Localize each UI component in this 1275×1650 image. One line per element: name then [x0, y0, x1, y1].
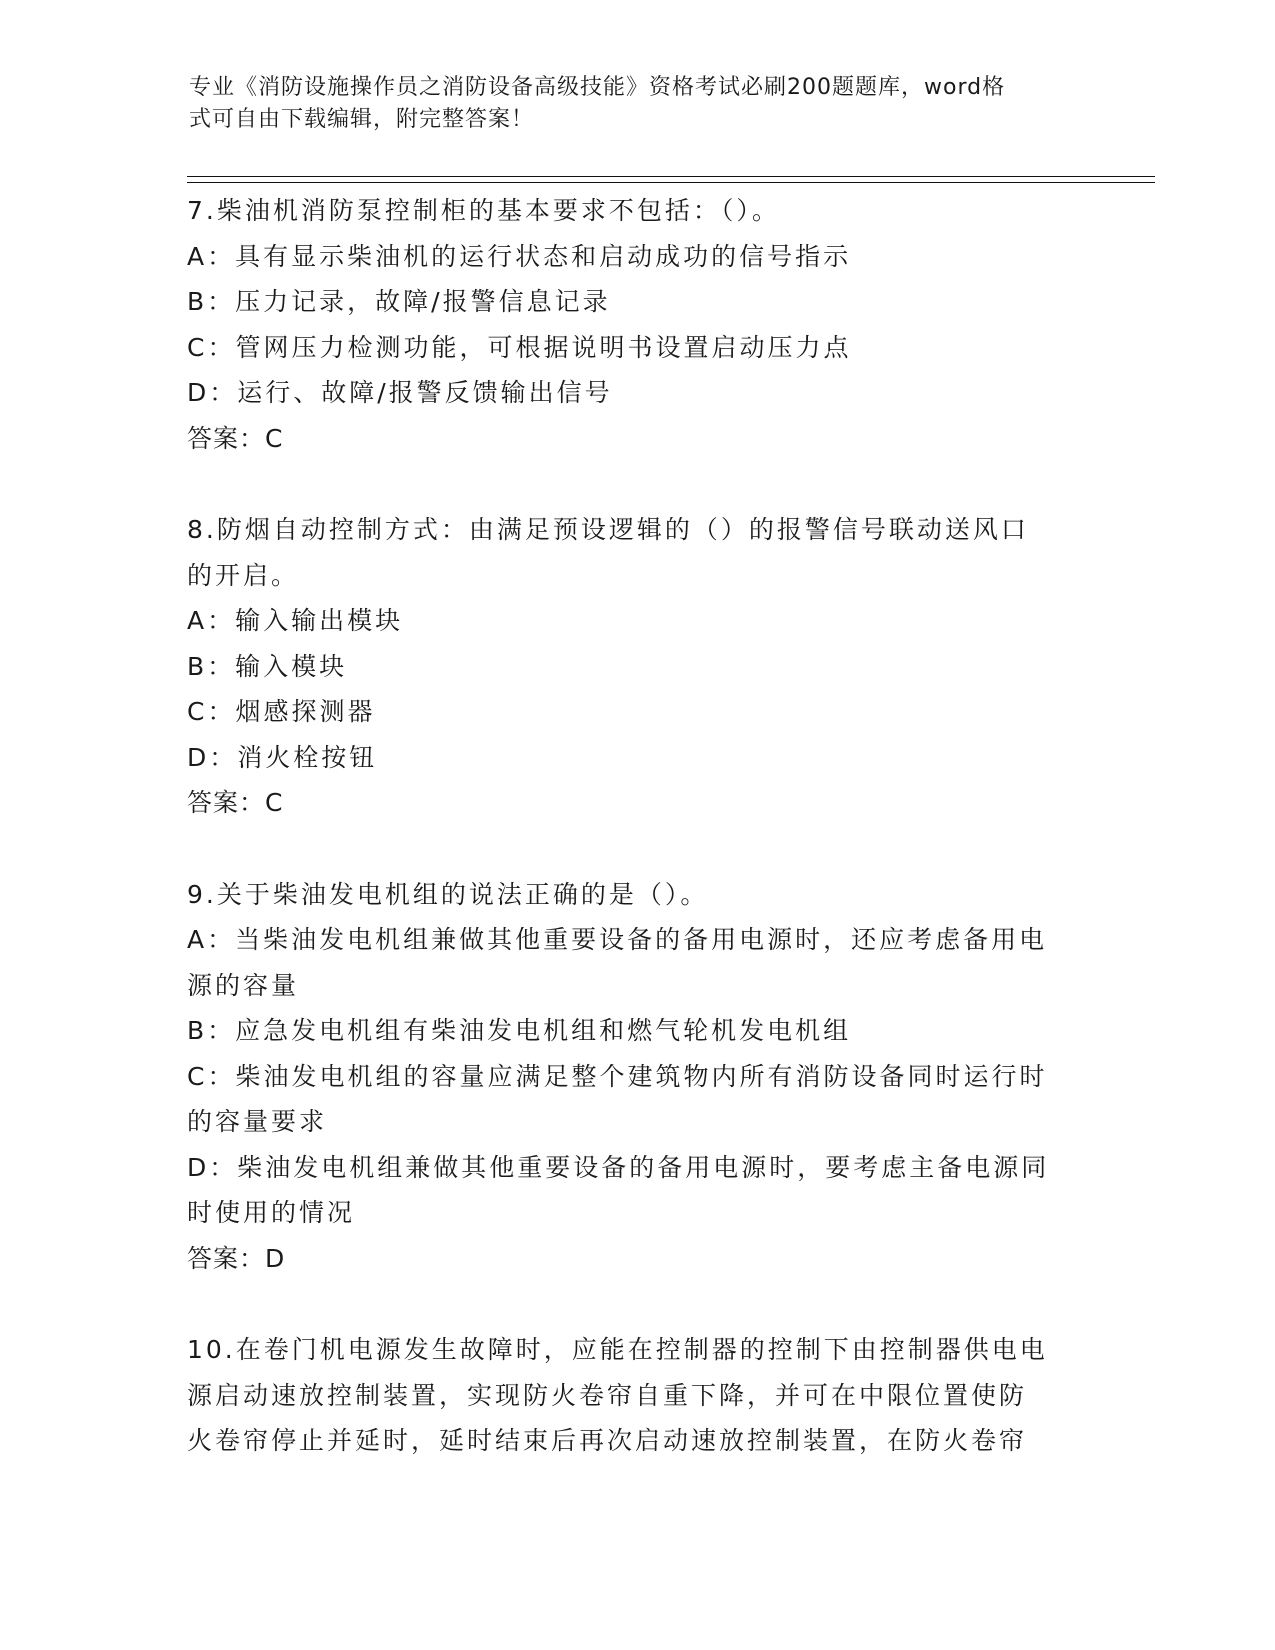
question-option: B：应急发电机组有柴油发电机组和燃气轮机发电机组 — [187, 1016, 852, 1045]
question-option: 时使用的情况 — [187, 1198, 356, 1227]
question-option: B：压力记录，故障/报警信息记录 — [187, 287, 611, 316]
question-stem: 源启动速放控制装置，实现防火卷帘自重下降，并可在中限位置使防 — [187, 1380, 1028, 1410]
question-stem: 10.在卷门机电源发生故障时，应能在控制器的控制下由控制器供电电 — [187, 1335, 1048, 1364]
question-option: A：当柴油发电机组兼做其他重要设备的备用电源时，还应考虑备用电 — [187, 925, 1048, 954]
question-block — [187, 507, 1087, 826]
document-header — [189, 72, 1069, 136]
question-stem: 的开启。 — [187, 560, 300, 590]
question-stem: 7.柴油机消防泵控制柜的基本要求不包括：（）。 — [187, 196, 780, 225]
question-option: B：输入模块 — [187, 651, 348, 681]
question-option: D：运行、故障/报警反馈输出信号 — [187, 378, 613, 407]
answer-line: 答案：D — [187, 1243, 286, 1273]
question-option: C：柴油发电机组的容量应满足整个建筑物内所有消防设备同时运行时 — [187, 1061, 1048, 1091]
question-block — [187, 1327, 1087, 1464]
question-option: D：消火栓按钮 — [187, 742, 378, 772]
question-option: A：具有显示柴油机的运行状态和启动成功的信号指示 — [187, 241, 852, 271]
answer-line: 答案：C — [187, 788, 284, 817]
question-stem: 9.关于柴油发电机组的说法正确的是（）。 — [187, 879, 709, 909]
question-option: D：柴油发电机组兼做其他重要设备的备用电源时，要考虑主备电源同 — [187, 1152, 1050, 1182]
question-option: 源的容量 — [187, 970, 300, 1000]
header-line-2: 式可自由下载编辑，附完整答案！ — [189, 107, 535, 132]
question-option: C：烟感探测器 — [187, 697, 376, 726]
question-option: C：管网压力检测功能，可根据说明书设置启动压力点 — [187, 332, 852, 362]
question-list — [187, 188, 1087, 1510]
header-divider — [187, 176, 1155, 183]
question-block — [187, 188, 1087, 461]
header-line-1: 专业《消防设施操作员之消防设备高级技能》资格考试必刷200题题库，word格 — [189, 75, 1006, 100]
answer-line: 答案：C — [187, 423, 284, 453]
question-option: 的容量要求 — [187, 1107, 328, 1136]
question-stem: 火卷帘停止并延时，延时结束后再次启动速放控制装置，在防火卷帘 — [187, 1426, 1028, 1455]
question-block — [187, 872, 1087, 1282]
question-option: A：输入输出模块 — [187, 606, 404, 635]
question-stem: 8.防烟自动控制方式：由满足预设逻辑的（）的报警信号联动送风口 — [187, 515, 1029, 544]
